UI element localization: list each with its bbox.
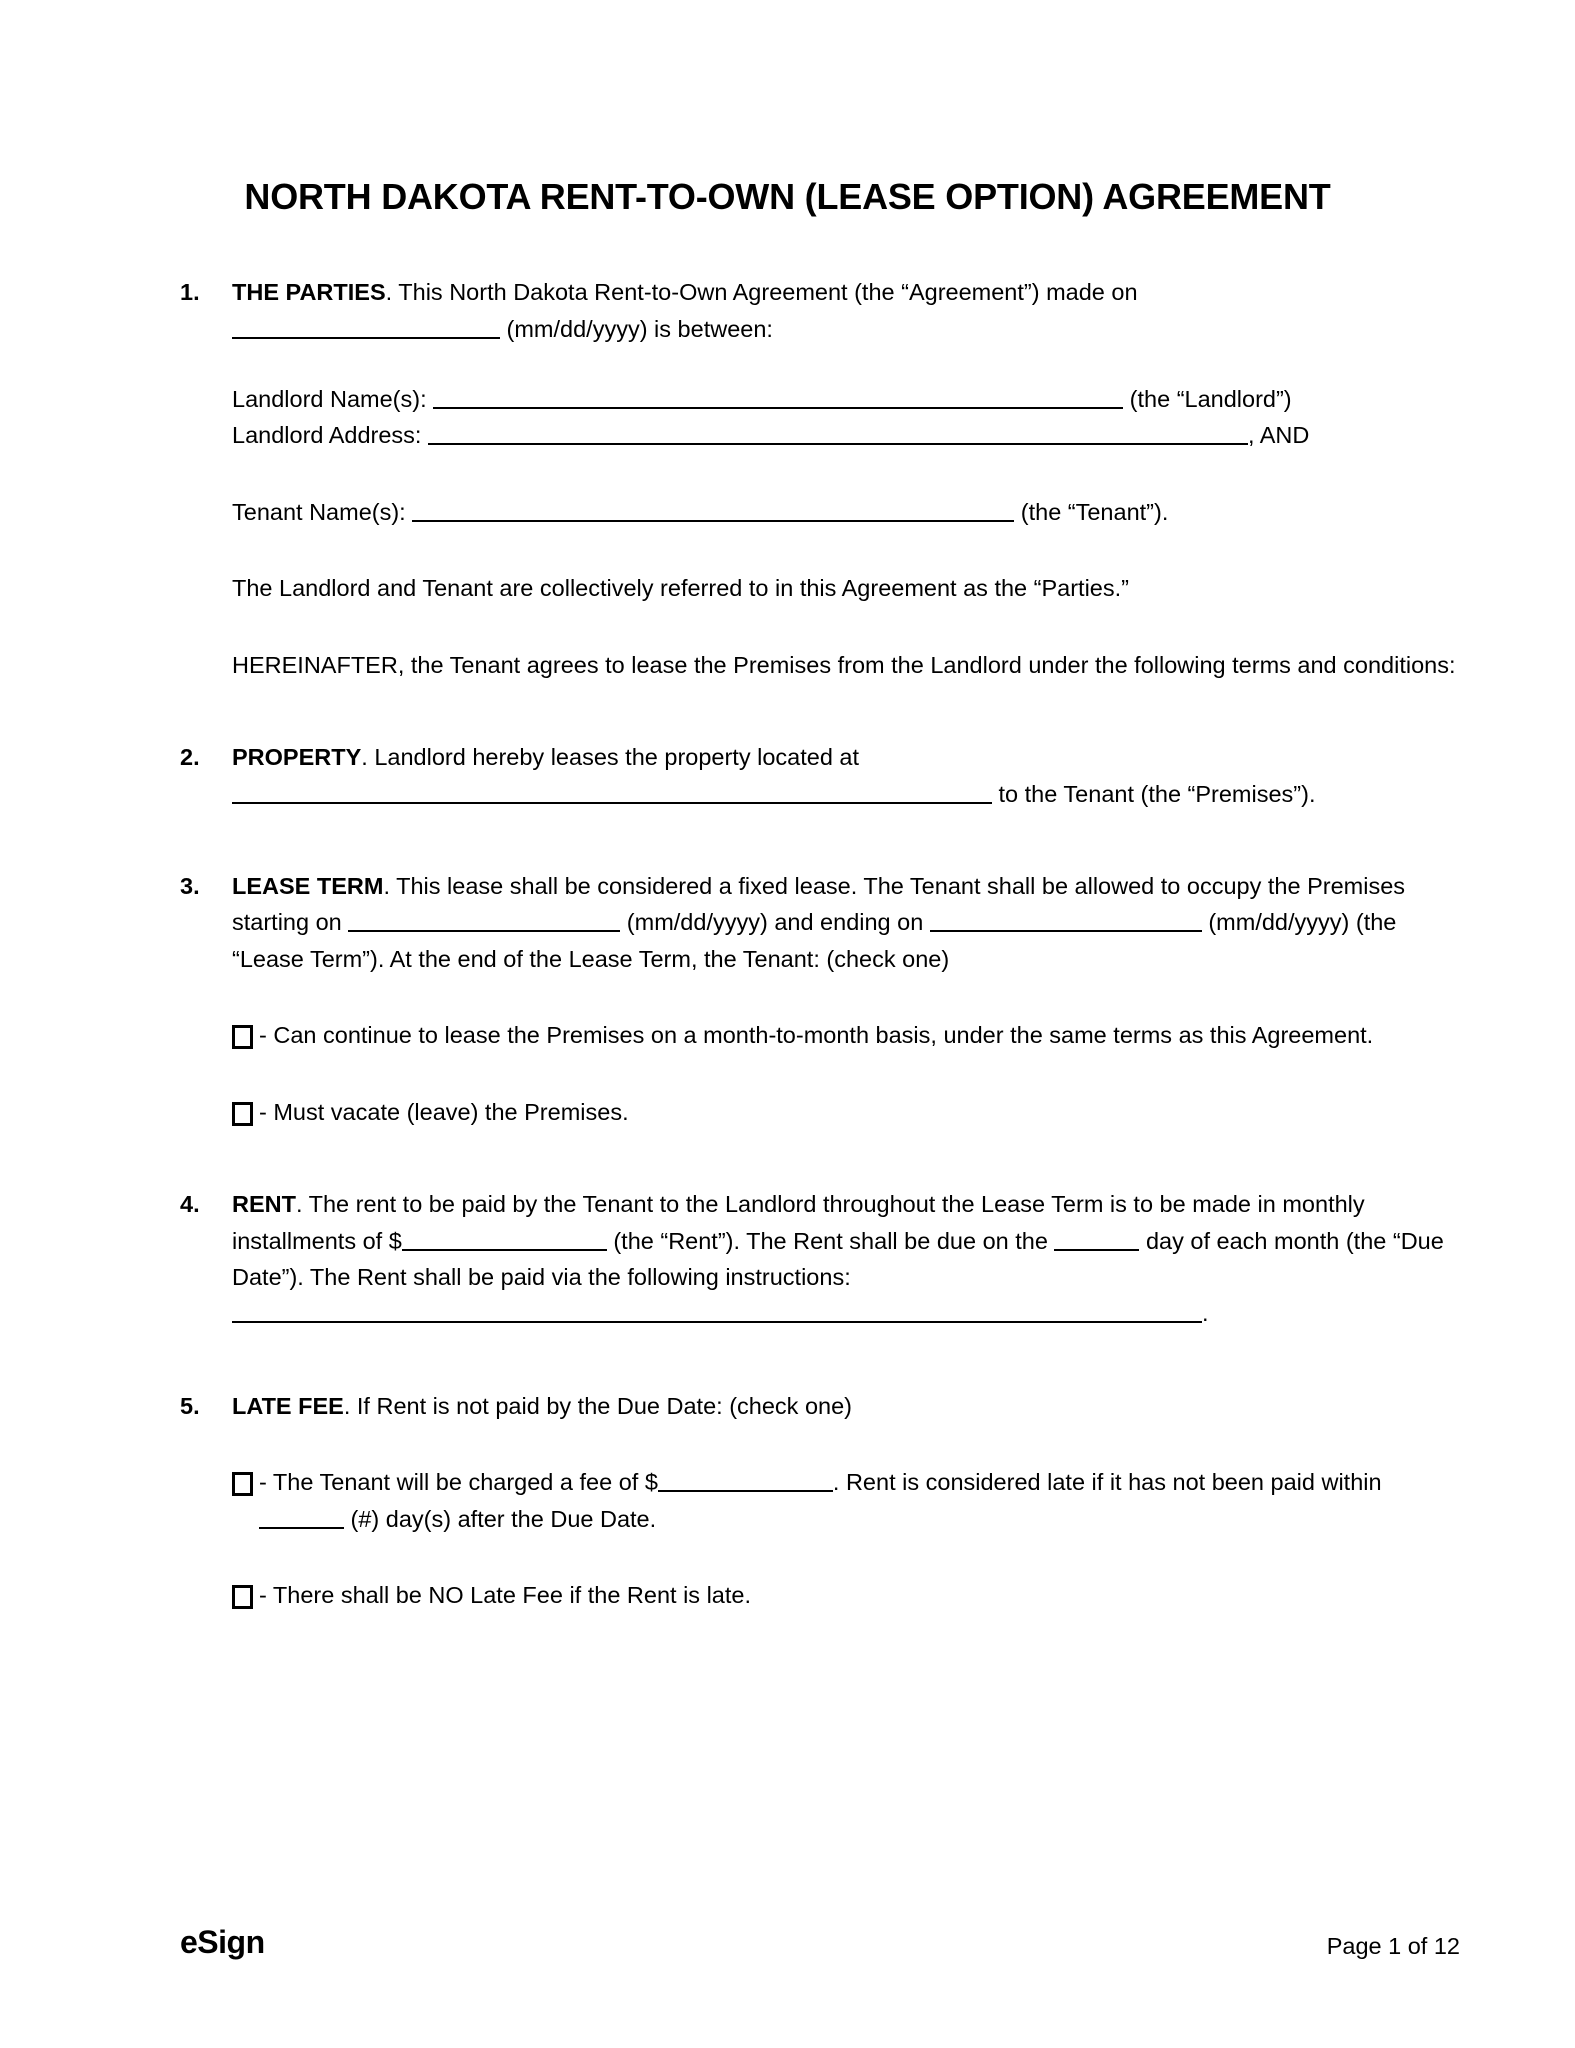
clause-heading-property: PROPERTY xyxy=(232,744,362,771)
clause-content xyxy=(232,1186,1460,1332)
clause-heading-late-fee: LATE FEE xyxy=(232,1392,344,1419)
landlord-address-blank[interactable] xyxy=(428,419,1248,446)
clause-content xyxy=(232,1388,1460,1424)
clause-heading-lease-term: LEASE TERM xyxy=(232,872,384,899)
page-number: Page 1 of 12 xyxy=(1326,1932,1460,1959)
page-footer xyxy=(0,1926,1575,1958)
rent-text-2: (the “Rent”). The Rent shall be due on the xyxy=(606,1227,1055,1254)
clause-number: 1. xyxy=(180,279,200,306)
tenant-name-label: Tenant Name(s): xyxy=(232,498,413,525)
landlord-name-blank[interactable] xyxy=(433,382,1123,409)
clause-property xyxy=(180,739,1460,812)
checkbox-icon[interactable] xyxy=(232,1102,253,1126)
late-fee-option-1[interactable] xyxy=(232,1464,1460,1537)
clause-number: 3. xyxy=(180,872,200,899)
clause-content xyxy=(232,274,1460,347)
checkbox-icon[interactable] xyxy=(232,1472,253,1496)
late-fee-text-1: . If Rent is not paid by the Due Date: (check one) xyxy=(343,1392,852,1419)
lease-term-text-2: (mm/dd/yyyy) and ending on xyxy=(620,909,930,936)
property-text-after: to the Tenant (the “Premises”). xyxy=(992,780,1316,807)
landlord-name-row xyxy=(232,381,1460,417)
agreement-date-blank[interactable] xyxy=(232,312,500,339)
page-title: NORTH DAKOTA RENT-TO-OWN (LEASE OPTION) AGREEMENT xyxy=(244,176,1331,217)
late-fee-option-1-label xyxy=(259,1464,1460,1537)
parties-collective-paragraph: The Landlord and Tenant are collectively referred to in this Agreement as the “Parties.” xyxy=(232,575,1129,602)
parties-intro-text: . This North Dakota Rent-to-Own Agreement (the “Agreement”) made on xyxy=(385,279,1138,306)
checkbox-icon[interactable] xyxy=(232,1585,253,1609)
landlord-name-suffix: (the “Landlord”) xyxy=(1123,386,1292,413)
landlord-name-label: Landlord Name(s): xyxy=(232,386,434,413)
clause-content xyxy=(232,739,1460,812)
late-fee-option-2[interactable] xyxy=(232,1577,1460,1613)
checkbox-icon[interactable] xyxy=(232,1025,253,1049)
rent-text-3: day of each month (the “Due Date”). The Rent shall be paid via the following instructions: xyxy=(232,1227,1444,1290)
parties-fields xyxy=(232,381,1460,683)
rent-text-4: . xyxy=(1202,1300,1209,1327)
late-fee-option-2-label: - There shall be NO Late Fee if the Rent is late. xyxy=(259,1582,752,1609)
lease-term-text-1: . This lease shall be considered a fixed lease. The Tenant shall be allowed to occupy the Premises starting on xyxy=(232,872,1406,936)
landlord-address-suffix: , AND xyxy=(1247,422,1310,449)
lease-start-date-blank[interactable] xyxy=(348,906,620,933)
clause-rent xyxy=(180,1186,1460,1332)
rent-amount-blank[interactable] xyxy=(402,1224,607,1251)
late-fee-option-1-part-c: (#) day(s) after the Due Date. xyxy=(344,1505,657,1532)
rent-text-1: . The rent to be paid by the Tenant to the Landlord throughout the Lease Term is to be made in monthly installments of $ xyxy=(232,1191,1365,1254)
clause-heading-the-parties: THE PARTIES xyxy=(232,279,386,306)
clause-number: 2. xyxy=(180,744,200,771)
clause-number: 5. xyxy=(180,1392,200,1419)
property-address-blank[interactable] xyxy=(232,777,992,804)
clause-number: 4. xyxy=(180,1191,200,1218)
tenant-name-suffix: (the “Tenant”). xyxy=(1014,498,1169,525)
late-fee-option-1-part-a: - The Tenant will be charged a fee of $ xyxy=(259,1469,658,1496)
parties-intro-suffix: (mm/dd/yyyy) is between: xyxy=(500,315,773,342)
clause-content xyxy=(232,868,1460,977)
clause-lease-term xyxy=(180,868,1460,977)
tenant-name-row xyxy=(232,494,1460,530)
lease-end-date-blank[interactable] xyxy=(930,906,1202,933)
tenant-name-blank[interactable] xyxy=(412,495,1014,522)
lease-term-option-2-label: - Must vacate (leave) the Premises. xyxy=(259,1098,629,1125)
landlord-address-label: Landlord Address: xyxy=(232,422,428,449)
late-fee-option-1-part-b: . Rent is considered late if it has not been paid within xyxy=(832,1469,1382,1496)
property-text-before: . Landlord hereby leases the property located at xyxy=(361,744,860,771)
document-body xyxy=(0,274,1575,1613)
clause-late-fee xyxy=(180,1388,1460,1424)
rent-instructions-blank[interactable] xyxy=(232,1297,1202,1324)
late-fee-amount-blank[interactable] xyxy=(658,1466,833,1493)
rent-due-day-blank[interactable] xyxy=(1054,1224,1139,1251)
late-fee-grace-days-blank[interactable] xyxy=(259,1502,344,1529)
landlord-address-row xyxy=(232,417,1460,453)
clause-the-parties xyxy=(180,274,1460,347)
parties-hereinafter-paragraph: HEREINAFTER, the Tenant agrees to lease the Premises from the Landlord under the following terms and conditions: xyxy=(232,651,1456,678)
esign-logo: eSign xyxy=(180,1924,265,1960)
lease-term-text-3: (mm/dd/yyyy) (the “Lease Term”). At the end of the Lease Term, the Tenant: (check one) xyxy=(232,909,1397,972)
lease-term-option-1[interactable] xyxy=(232,1017,1460,1053)
clause-heading-rent: RENT xyxy=(232,1191,296,1218)
lease-term-option-2[interactable] xyxy=(232,1094,1460,1130)
lease-term-option-1-label: - Can continue to lease the Premises on a month-to-month basis, under the same terms as this Agreement. xyxy=(259,1022,1374,1049)
